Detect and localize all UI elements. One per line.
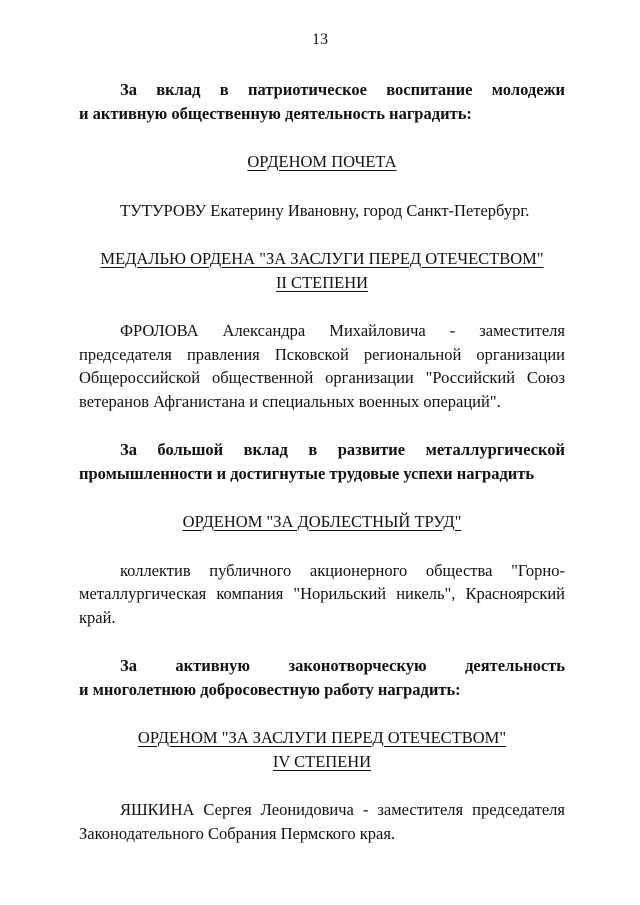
award-title-4-line1: ОРДЕНОМ "ЗА ЗАСЛУГИ ПЕРЕД ОТЕЧЕСТВОМ" <box>137 728 507 747</box>
recipient-3: коллектив публичного акционерного общества "Горно-металлургическая компания "Норильский никель", Красноярский край. <box>79 560 565 627</box>
award-title-4-line2: IV СТЕПЕНИ <box>272 751 372 771</box>
award-intro-1-line2: и активную общественную деятельность наградить: <box>79 103 472 123</box>
award-title-1 <box>79 150 565 174</box>
award-intro-3: За большой вклад в развитие металлургической промышленности и достигнутые трудовые успехи наградить <box>79 440 565 483</box>
recipient-4: ЯШКИНА Сергея Леонидовича - заместителя председателя Законодательного Собрания Пермского края. <box>79 800 565 843</box>
award-title-2 <box>79 247 565 294</box>
award-intro-1-line1: За вклад в патриотическое воспитание молодежи <box>120 80 565 99</box>
award-title-3-text: ОРДЕНОМ "ЗА ДОБЛЕСТНЫЙ ТРУД" <box>182 512 462 531</box>
document-body <box>79 78 565 845</box>
award-title-4 <box>79 726 565 773</box>
page-number: 13 <box>312 31 328 48</box>
recipient-2: ФРОЛОВА Александра Михайловича - заместителя председателя правления Псковской региональной организации Общероссийской общественной организации "Российский Союз ветеранов Афганистана и специальных военных операций". <box>79 321 565 411</box>
award-intro-4-line1: За активную законотворческую деятельность <box>120 656 565 675</box>
award-title-2-line2: II СТЕПЕНИ <box>275 272 369 292</box>
award-intro-4-line2: и многолетнюю добросовестную работу наградить: <box>79 679 461 699</box>
recipient-1: ТУТУРОВУ Екатерину Ивановну, город Санкт-Петербург. <box>120 200 530 220</box>
award-title-2-line1: МЕДАЛЬЮ ОРДЕНА "ЗА ЗАСЛУГИ ПЕРЕД ОТЕЧЕСТВОМ" <box>100 249 544 268</box>
award-title-3 <box>79 510 565 534</box>
award-title-1-text: ОРДЕНОМ ПОЧЕТА <box>247 152 397 171</box>
